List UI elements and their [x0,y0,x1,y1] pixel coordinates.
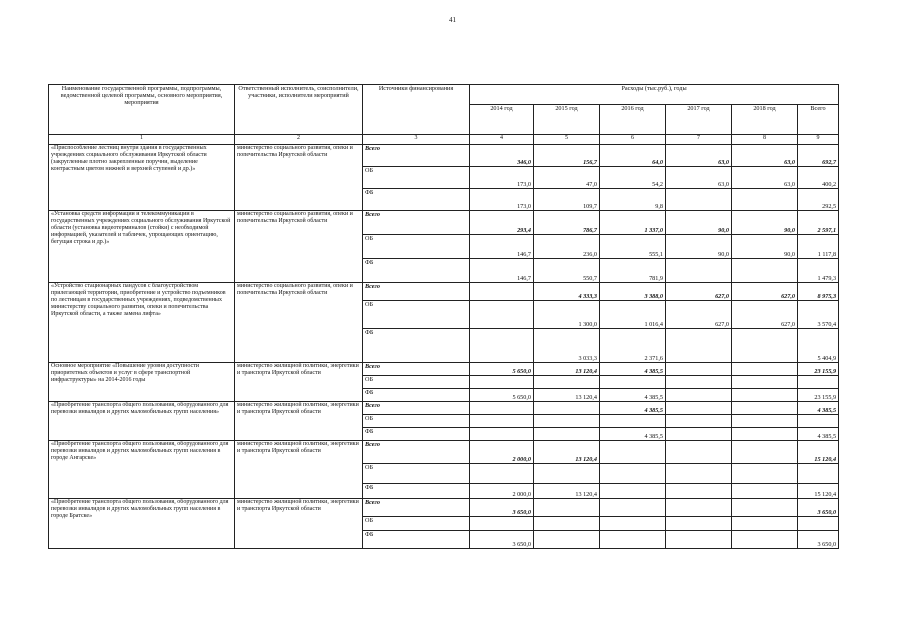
amount-cell: 4 385,5 [600,428,666,441]
amount-cell: 63,0 [732,145,798,167]
header-executor: Ответственный исполнитель, соисполнители, участники, исполнители мероприятий [235,85,363,135]
funding-source: ФБ [363,531,470,549]
amount-cell: 4 385,5 [600,402,666,415]
amount-cell: 109,7 [534,189,600,211]
amount-cell: 173,0 [470,189,534,211]
amount-cell: 236,0 [534,235,600,259]
amount-cell [666,363,732,376]
column-index: 1 [49,135,235,145]
amount-cell: 1 016,4 [600,301,666,329]
amount-cell [600,517,666,531]
amount-cell: 3 650,0 [470,531,534,549]
amount-cell: 4 333,3 [534,283,600,301]
amount-cell [666,402,732,415]
header-expenses: Расходы (тыс.руб.), годы [470,85,839,105]
funding-source: ОБ [363,464,470,484]
funding-source: ОБ [363,376,470,389]
measure-name: «Установка средств информации и телекоммуникации в государственных учреждениях социального обслуживания Иркутской области (установка видеотерминалов (стойки) с необходимой информацией, указателей и табличек, упрощающих ориентацию, бегущая строка и др.)» [49,211,235,283]
header-row [49,85,839,105]
amount-cell: 1 479,3 [798,259,839,283]
amount-cell [666,376,732,389]
funding-source: ФБ [363,389,470,402]
header-sources: Источники финансирования [363,85,470,135]
amount-cell: 5 650,0 [470,363,534,376]
amount-cell [732,517,798,531]
funding-source: ФБ [363,428,470,441]
amount-cell: 1 337,0 [600,211,666,235]
amount-cell [534,415,600,428]
amount-cell [798,464,839,484]
amount-cell: 47,0 [534,167,600,189]
page-number: 41 [449,16,456,24]
header-year: Всего [798,105,839,135]
column-index: 6 [600,135,666,145]
amount-cell: 4 385,5 [600,363,666,376]
amount-cell: 293,4 [470,211,534,235]
amount-cell [732,329,798,363]
amount-cell: 23 155,9 [798,389,839,402]
table-row [49,363,839,376]
column-index: 3 [363,135,470,145]
amount-cell: 146,7 [470,259,534,283]
amount-cell: 5 650,0 [470,389,534,402]
table-row [49,145,839,167]
amount-cell [732,363,798,376]
executor: министерство социального развития, опеки и попечительства Иркутской области [235,211,363,283]
amount-cell [732,531,798,549]
amount-cell [666,464,732,484]
table-row [49,402,839,415]
amount-cell [732,415,798,428]
amount-cell: 781,9 [600,259,666,283]
amount-cell [732,428,798,441]
amount-cell: 63,0 [666,145,732,167]
amount-cell [470,283,534,301]
amount-cell [732,464,798,484]
amount-cell: 1 117,8 [798,235,839,259]
amount-cell: 5 404,9 [798,329,839,363]
amount-cell: 4 385,5 [798,402,839,415]
amount-cell [666,189,732,211]
funding-source: ФБ [363,329,470,363]
amount-cell [732,484,798,499]
amount-cell [600,441,666,464]
amount-cell: 627,0 [732,283,798,301]
header-name: Наименование государственной программы, подпрограммы, ведомственной целевой программы, основного мероприятия, мероприятия [49,85,235,135]
amount-cell [534,499,600,517]
amount-cell: 2 000,0 [470,441,534,464]
amount-cell [666,499,732,517]
amount-cell [600,376,666,389]
amount-cell: 3 033,3 [534,329,600,363]
measure-name: «Устройство стационарных пандусов с благоустройством прилегающей территории, приобретение и устройство подъемников по лестницам в государственных учреждениях, подведомственных министерству социального развития, опеки и попечительства Иркутской области, а также замена лифта» [49,283,235,363]
funding-source: ФБ [363,484,470,499]
amount-cell [600,415,666,428]
amount-cell: 2 371,6 [600,329,666,363]
amount-cell [732,389,798,402]
amount-cell: 400,2 [798,167,839,189]
header-year: 2018 год [732,105,798,135]
amount-cell: 627,0 [666,283,732,301]
financing-table [48,84,839,549]
amount-cell [534,376,600,389]
amount-cell [666,329,732,363]
measure-name: «Приобретение транспорта общего пользования, оборудованного для перевозки инвалидов и других маломобильных групп населения» [49,402,235,441]
amount-cell: 550,7 [534,259,600,283]
column-index: 5 [534,135,600,145]
amount-cell: 3 650,0 [470,499,534,517]
measure-name: «Приобретение транспорта общего пользования, оборудованного для перевозки инвалидов и других маломобильных групп населения в городе Ангарске» [49,441,235,499]
amount-cell [732,441,798,464]
amount-cell: 8 975,3 [798,283,839,301]
amount-cell: 90,0 [732,211,798,235]
amount-cell [470,517,534,531]
amount-cell: 4 385,5 [798,428,839,441]
amount-cell: 13 120,4 [534,389,600,402]
funding-source: ОБ [363,415,470,428]
amount-cell [534,428,600,441]
amount-cell: 64,0 [600,145,666,167]
measure-name: Основное мероприятие «Повышение уровня доступности приоритетных объектов и услуг в сфере транспортной инфраструктуры» на 2014-2016 годы [49,363,235,402]
amount-cell [470,329,534,363]
amount-cell [600,499,666,517]
amount-cell [798,517,839,531]
amount-cell: 15 120,4 [798,441,839,464]
amount-cell [470,376,534,389]
amount-cell [534,517,600,531]
column-index: 8 [732,135,798,145]
column-index: 9 [798,135,839,145]
amount-cell [732,499,798,517]
amount-cell [470,464,534,484]
amount-cell [732,189,798,211]
amount-cell: 9,8 [600,189,666,211]
amount-cell [666,259,732,283]
funding-source: Всего [363,363,470,376]
amount-cell: 3 650,0 [798,531,839,549]
amount-cell: 63,0 [666,167,732,189]
amount-cell: 13 120,4 [534,441,600,464]
funding-source: ФБ [363,189,470,211]
amount-cell: 90,0 [666,235,732,259]
amount-cell: 627,0 [666,301,732,329]
funding-source: ОБ [363,301,470,329]
amount-cell [470,402,534,415]
funding-source: ОБ [363,517,470,531]
amount-cell [470,301,534,329]
amount-cell: 4 385,5 [600,389,666,402]
amount-cell: 13 120,4 [534,484,600,499]
amount-cell: 15 120,4 [798,484,839,499]
executor: министерство жилищной политики, энергетики и транспорта Иркутской области [235,402,363,441]
measure-name: «Приспособление лестниц внутри здания в государственных учреждениях социального обслуживания Иркутской области (закругленные плотно закрепленные поручни, выделение контрастным цветом нижней и верхней ступеней и др.)» [49,145,235,211]
amount-cell: 23 155,9 [798,363,839,376]
amount-cell [798,415,839,428]
header-year: 2014 год [470,105,534,135]
amount-cell: 786,7 [534,211,600,235]
measure-name: «Приобретение транспорта общего пользования, оборудованного для перевозки инвалидов и других маломобильных групп населения в городе Братске» [49,499,235,549]
amount-cell [798,376,839,389]
table-row [49,211,839,235]
amount-cell [534,464,600,484]
funding-source: ОБ [363,167,470,189]
amount-cell [666,517,732,531]
column-index: 4 [470,135,534,145]
amount-cell [534,402,600,415]
executor: министерство социального развития, опеки и попечительства Иркутской области [235,145,363,211]
amount-cell: 2 000,0 [470,484,534,499]
amount-cell [666,531,732,549]
column-index: 7 [666,135,732,145]
header-year: 2017 год [666,105,732,135]
funding-source: Всего [363,402,470,415]
header-year: 2015 год [534,105,600,135]
funding-source: Всего [363,211,470,235]
column-index: 2 [235,135,363,145]
amount-cell: 63,0 [732,167,798,189]
funding-source: ФБ [363,259,470,283]
amount-cell: 555,1 [600,235,666,259]
amount-cell [666,428,732,441]
header-year: 2016 год [600,105,666,135]
amount-cell: 156,7 [534,145,600,167]
amount-cell: 90,0 [732,235,798,259]
amount-cell [600,464,666,484]
amount-cell [470,415,534,428]
table-row [49,283,839,301]
amount-cell: 292,5 [798,189,839,211]
funding-source: Всего [363,283,470,301]
amount-cell [732,376,798,389]
amount-cell [534,531,600,549]
funding-source: Всего [363,499,470,517]
amount-cell: 3 570,4 [798,301,839,329]
amount-cell: 2 597,1 [798,211,839,235]
amount-cell [470,428,534,441]
executor: министерство жилищной политики, энергетики и транспорта Иркутской области [235,441,363,499]
amount-cell [666,415,732,428]
executor: министерство жилищной политики, энергетики и транспорта Иркутской области [235,363,363,402]
table-row [49,441,839,464]
amount-cell: 3 650,0 [798,499,839,517]
amount-cell: 13 120,4 [534,363,600,376]
amount-cell: 173,0 [470,167,534,189]
amount-cell: 1 300,0 [534,301,600,329]
amount-cell [666,441,732,464]
executor: министерство социального развития, опеки и попечительства Иркутской области [235,283,363,363]
funding-source: Всего [363,145,470,167]
amount-cell [600,484,666,499]
executor: министерство жилищной политики, энергетики и транспорта Иркутской области [235,499,363,549]
amount-cell: 3 388,0 [600,283,666,301]
amount-cell [666,484,732,499]
amount-cell: 146,7 [470,235,534,259]
amount-cell: 627,0 [732,301,798,329]
amount-cell [732,259,798,283]
table-row [49,499,839,517]
funding-source: ОБ [363,235,470,259]
amount-cell: 346,0 [470,145,534,167]
amount-cell: 692,7 [798,145,839,167]
column-index-row [49,135,839,145]
amount-cell [666,389,732,402]
amount-cell [732,402,798,415]
amount-cell: 90,0 [666,211,732,235]
amount-cell [600,531,666,549]
funding-source: Всего [363,441,470,464]
amount-cell: 54,2 [600,167,666,189]
